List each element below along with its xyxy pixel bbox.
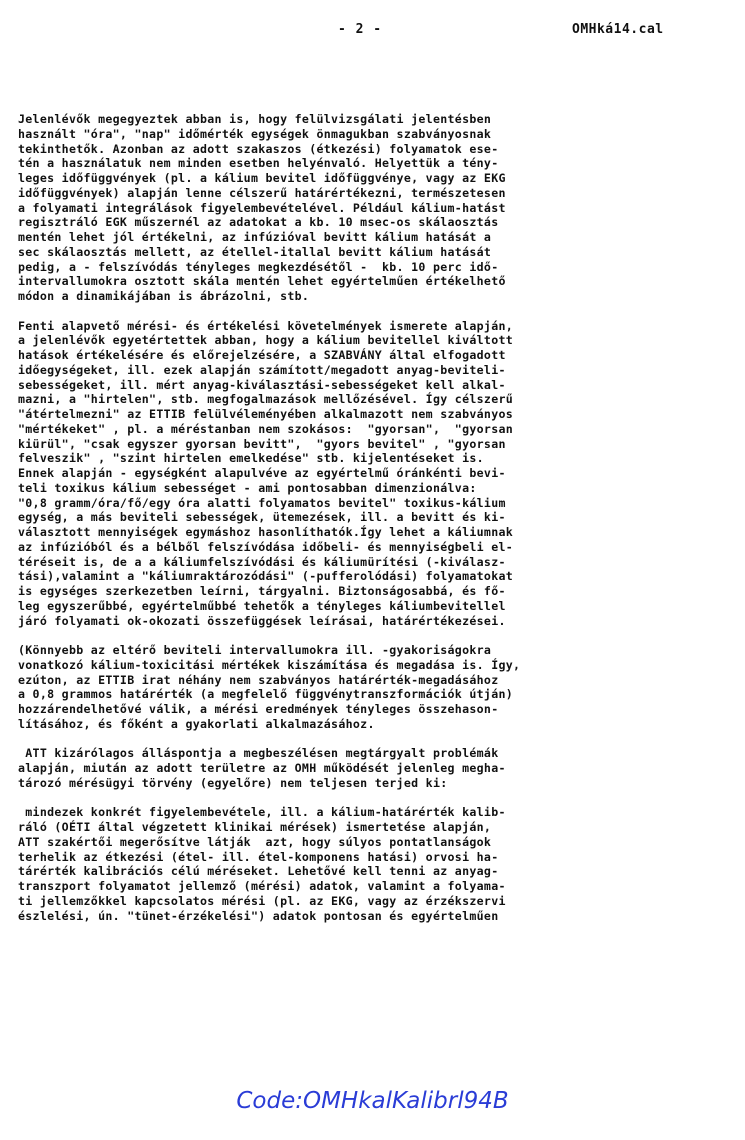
text-line: ti jellemzőkkel kapcsolatos mérési (pl. az EKG, vagy az érzékszervi xyxy=(18,893,506,908)
text-line: mentén lehet jól értékelni, az infúzióval bevitt kálium hatását a xyxy=(18,230,492,244)
text-line: tározó mérésügyi törvény (egyelőre) nem teljesen terjed ki: xyxy=(18,775,448,790)
text-line: járó folyamati ok-okozati összefüggések leírásai, határértékezései. xyxy=(18,613,506,628)
text-line: ATT kizárólagos álláspontja a megbeszélésen megtárgyalt problémák xyxy=(18,746,499,761)
text-line: hatások értékelésére és előrejelzésére, a SZABVÁNY által elfogadott xyxy=(18,348,506,362)
text-line: transzport folyamatot jellemző (mérési) adatok, valamint a folyama- xyxy=(18,879,506,893)
text-line: teli toxikus kálium sebességet - ami pontosabban dimenzionálva: xyxy=(18,480,477,495)
text-line: mindezek konkrét figyelembevétele, ill. a kálium-határérték kalib- xyxy=(18,805,506,820)
page-number: - 2 - xyxy=(338,22,383,37)
text-line: választott mennyiségek egymáshoz hasonlíthatók.Így lehet a káliumnak xyxy=(18,525,514,539)
text-line: (Könnyebb az eltérő beviteli intervallumokra ill. -gyakoriságokra xyxy=(18,643,492,657)
text-line: használt "óra", "nap" időmérték egységek önmagukban szabványosnak xyxy=(18,126,492,141)
text-line: tén a használatuk nem minden esetben helyénvaló. Helyettük a tény- xyxy=(18,156,499,171)
text-line: észlelési, ún. "tünet-érzékelési") adatok pontosan és egyértelműen xyxy=(18,908,499,923)
text-line: "átértelmezni" az ETTIB felülvéleményében alkalmazott nem szabványos xyxy=(18,407,514,421)
text-line: egység, a más beviteli sebességek, ütemezések, ill. a bevitt és ki- xyxy=(18,510,506,525)
paragraph xyxy=(18,805,734,923)
text-line: hozzárendelhetővé válik, a mérési eredmények tényleges összehason- xyxy=(18,702,499,716)
text-line: terhelik az étkezési (étel- ill. étel-komponens hatási) orvosi ha- xyxy=(18,849,499,864)
text-line: módon a dinamikájában is ábrázolni, stb. xyxy=(18,289,310,303)
text-line: pedig, a - felszívódás tényleges megkezdésétől - kb. 10 perc idő- xyxy=(18,259,499,274)
text-line: Ennek alapján - egységként alapulvéve az egyértelmű óránkénti bevi- xyxy=(18,466,506,480)
text-line: kiürül", "csak egyszer gyorsan bevitt", "gyors bevitel" , "gyorsan xyxy=(18,436,506,451)
text-line: Fenti alapvető mérési- és értékelési követelmények ismerete alapján, xyxy=(18,318,514,333)
text-line: "mértékeket" , pl. a méréstanban nem szokásos: "gyorsan", "gyorsan xyxy=(18,421,514,436)
text-line: leg egyszerűbbé, egyértelműbbé tehetők a tényleges káliumbevitellel xyxy=(18,598,506,613)
text-line: Jelenlévők megegyeztek abban is, hogy felülvizsgálati jelentésben xyxy=(18,112,492,126)
text-line: tárérték kalibrációs célú méréseket. Lehetővé kell tenni az anyag- xyxy=(18,864,499,879)
text-line: mazni, a "hirtelen", stb. megfogalmazások mellőzésével. Így célszerű xyxy=(18,392,514,407)
text-line: a folyamati integrálások figyelembevételével. Például kálium-hatást xyxy=(18,200,506,215)
paragraph xyxy=(18,746,734,790)
text-line: téréseit is, de a a káliumfelszívódási és káliumürítési (-kiválasz- xyxy=(18,554,506,569)
document-body xyxy=(18,112,734,923)
text-line: sebességeket, ill. mért anyag-kiválasztási-sebességeket kell alkal- xyxy=(18,377,506,392)
text-line: időfüggvények) alapján lenne célszerű határértékezni, természetesen xyxy=(18,185,506,200)
text-line: lításához, és főként a gyakorlati alkalmazásához. xyxy=(18,716,375,731)
text-line: ráló (OÉTI által végzetett klinikai mérések) ismertetése alapján, xyxy=(18,820,492,834)
text-line: ezúton, az ETTIB irat néhány nem szabványos határérték-megadásához xyxy=(18,672,499,687)
text-line: a 0,8 grammos határérték (a megfelelő függvénytranszformációk útján) xyxy=(18,687,514,702)
text-line: az infúzióból és a bélből felszívódása időbeli- és mennyiségbeli el- xyxy=(18,539,514,554)
paragraph-gap xyxy=(18,732,734,747)
text-line: ATT szakértői megerősítve látják azt, hogy súlyos pontatlanságok xyxy=(18,834,492,849)
text-line: "0,8 gramm/óra/fő/egy óra alatti folyamatos bevitel" toxikus-kálium xyxy=(18,495,506,510)
paragraph xyxy=(18,319,734,629)
footer-code: Code:OMHkalKalibrl94B xyxy=(236,1088,509,1114)
paragraph-gap xyxy=(18,304,734,319)
text-line: intervallumokra osztott skála mentén lehet egyértelműen értékelhető xyxy=(18,274,506,289)
text-line: a jelenlévők egyetértettek abban, hogy a kálium bevitellel kiváltott xyxy=(18,333,514,348)
text-line: alapján, miután az adott területre az OMH működését jelenleg megha- xyxy=(18,761,506,775)
text-line: felveszik" , "szint hirtelen emelkedése" stb. kijelentéseket is. xyxy=(18,451,484,466)
paragraph-gap xyxy=(18,628,734,643)
text-line: tási),valamint a "káliumraktározódási" (-pufferolódási) folyamatokat xyxy=(18,569,514,584)
paragraph xyxy=(18,112,734,304)
text-line: is egységes szerkezetben leírni, tárgyalni. Biztonságosabbá, és fő- xyxy=(18,584,506,598)
text-line: regisztráló EGK műszernél az adatokat a kb. 10 msec-os skálaosztás xyxy=(18,215,499,230)
text-line: tekinthetők. Azonban az adott szakaszos (étkezési) folyamatok ese- xyxy=(18,141,499,156)
text-line: időegységeket, ill. ezek alapján számított/megadott anyag-beviteli- xyxy=(18,362,506,377)
text-line: leges időfüggvények (pl. a kálium bevitel időfüggvénye, vagy az EKG xyxy=(18,171,506,185)
file-name: OMHká14.cal xyxy=(572,22,664,37)
text-line: vonatkozó kálium-toxicitási mértékek kiszámítása és megadása is. Így, xyxy=(18,657,521,672)
text-line: sec skálaosztás mellett, az étellel-itallal bevitt kálium hatását xyxy=(18,244,492,259)
paragraph-gap xyxy=(18,791,734,806)
paragraph xyxy=(18,643,734,732)
